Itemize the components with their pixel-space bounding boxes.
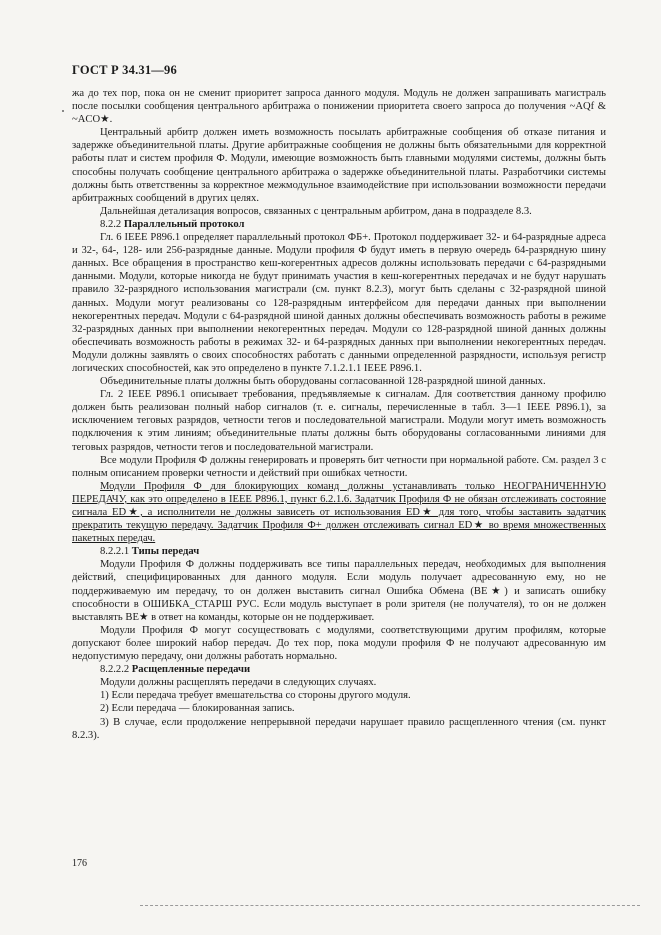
- paragraph-transfer-types: Модули Профиля Ф должны поддерживать все типы параллельных передач, необходимых для выполнения действий, специфицированных для данного модуля. Если модуль получает адресованную ему, но не поддерживаемую им передачу, то он должен выставить сигнал Ошибка Обмена (BE★) и записать ошибку способности в ОШИБКА_СТАРШ РУС. Если модуль выступает в роли зрителя (не получателя), то он не должен выставлять BE★ в ответ на команды, которые он не поддерживает.: [72, 559, 606, 623]
- section-number: 8.2.2.1: [100, 546, 132, 558]
- section-number: 8.2.2: [100, 218, 124, 230]
- section-number: 8.2.2.2: [100, 664, 132, 676]
- section-title: Типы передач: [131, 546, 200, 558]
- section-heading-8-2-2-1: [72, 545, 606, 558]
- section-title: Расщепленные передачи: [131, 664, 251, 676]
- list-item: 2) Если передача — блокированная запись.: [100, 703, 295, 715]
- paragraph-underlined-blocking: Модули Профиля Ф для блокирующих команд должны устанавливать только НЕОГРАНИЧЕННУЮ ПЕРЕДАЧУ, как это определено в IEEE P896.1, пункт 6.2.1.6. Задатчик Профиля Ф не обязан отслеживать состояние сигнала ED★, а исполнители не должны зависеть от использования ED★ для того, чтобы заставить задатчик прекратить текущую передачу. Задатчик Профиля Ф+ должен отслеживать сигнал ED★ во время множественных пакетных передач.: [72, 480, 606, 545]
- section-title: Параллельный протокол: [123, 218, 245, 230]
- page-number: 176: [72, 858, 87, 869]
- document-header: ГОСТ Р 34.31—96: [72, 63, 177, 77]
- paragraph-continuation: жа до тех пор, пока он не сменит приоритет запроса данного модуля. Модуль не должен запрашивать магистраль после посылки сообщения центрального арбитража о понижении приоритета своего запроса до получения ~AQf & ~ACO★.: [72, 88, 606, 126]
- body-text: [72, 87, 606, 742]
- list-item: 1) Если передача требует вмешательства со стороны другого модуля.: [100, 690, 411, 702]
- paragraph-arbiter-detail: Дальнейшая детализация вопросов, связанных с центральным арбитром, дана в подразделе 8.3.: [100, 205, 532, 217]
- paragraph-coexistence: Модули Профиля Ф могут сосуществовать с модулями, соответствующими другим профилям, которые допускают более широкий набор передач. До тех пор, пока модули профиля Ф не получают адресованную им недопустимую передачу, они должны работать нормально.: [72, 624, 606, 663]
- paragraph-parallel-protocol: Гл. 6 IEEE P896.1 определяет параллельный протокол ФБ+. Протокол поддерживает 32- и 64-разрядные адреса и 32-, 64-, 128- или 256-разрядные данные. Модули профиля Ф будут иметь в первую очередь 64-разрядную шину данных. Все обращения в пространство кеш-когерентных адресов должны использовать передачи с 64-разрядными данными. Модули, которые никогда не будут принимать участия в кеш-когерентных передачах и не будут нарушать правило 32-разрядного использования магистрали (см. пункт 8.2.3), могут быть сделаны с 32-разрядной шиной данных. Модули могут реализованы со 128-разрядным интерфейсом для передачи данных при выполнении некогерентных передач. Модули с 64-разрядной шиной данных должны обеспечивать возможность работы в режиме 32-разрядных данных при выполнении некогерентных передач. Модули со 128-разрядной шиной данных должны обеспечивать возможность работы в режимах 32- и 64-разрядных данных при выполнении некогерентных передач. Модули должны заявлять о своих способностях работать с данными определенной разрядности, используя регистр логических способностей, как это определено в пункте 7.1.2.1.1 IEEE P896.1.: [72, 232, 606, 374]
- scan-artifact: [62, 110, 64, 112]
- scan-edge-line: [140, 905, 640, 906]
- paragraph-signals: Гл. 2 IEEE P896.1 описывает требования, предъявляемые к сигналам. Для соответствия данному профилю должен быть реализован полный набор сигналов (т. е. сигналы, перечисленные в табл. 3—1 IEEE P896.1), за исключением теговых разрядов, четности тегов и последовательной магистрали. Модули могут иметь возможность подключения к этим линиям; объединительные платы должны быть оборудованы согласованными линиями для теговых разрядов, четности тегов и последовательной магистрали.: [72, 389, 606, 453]
- list-item: 3) В случае, если продолжение непрерывной передачи нарушает правило расщепленного чтения (см. пункт 8.2.3).: [72, 716, 606, 741]
- paragraph-split-intro: Модули должны расщеплять передачи в следующих случаях.: [100, 677, 377, 689]
- section-heading-8-2-2-2: [72, 663, 606, 676]
- section-heading-8-2-2: [72, 218, 606, 231]
- paragraph-backplane: Объединительные платы должны быть оборудованы согласованной 128-разрядной шиной данных.: [100, 376, 546, 388]
- paragraph-parity: Все модули Профиля Ф должны генерировать и проверять бит четности при нормальной работе. См. раздел 3 с полным описанием проверки четности и действий при ошибках четности.: [72, 454, 606, 479]
- paragraph-central-arbiter: Центральный арбитр должен иметь возможность посылать арбитражные сообщения об отказе питания и задержке объединительной платы. Другие арбитражные сообщения не должны быть обязательными для корректной работы плат и систем профиля Ф. Модули, имеющие возможность быть главными модулями системы, должны быть способны получать сообщение центрального арбитража о задержке объединительной платы. Разработчики системы должны быть ответственны за корректное межмодульное взаимодействие при использовании возможности передачи арбитражных сообщений в других целях.: [72, 127, 606, 204]
